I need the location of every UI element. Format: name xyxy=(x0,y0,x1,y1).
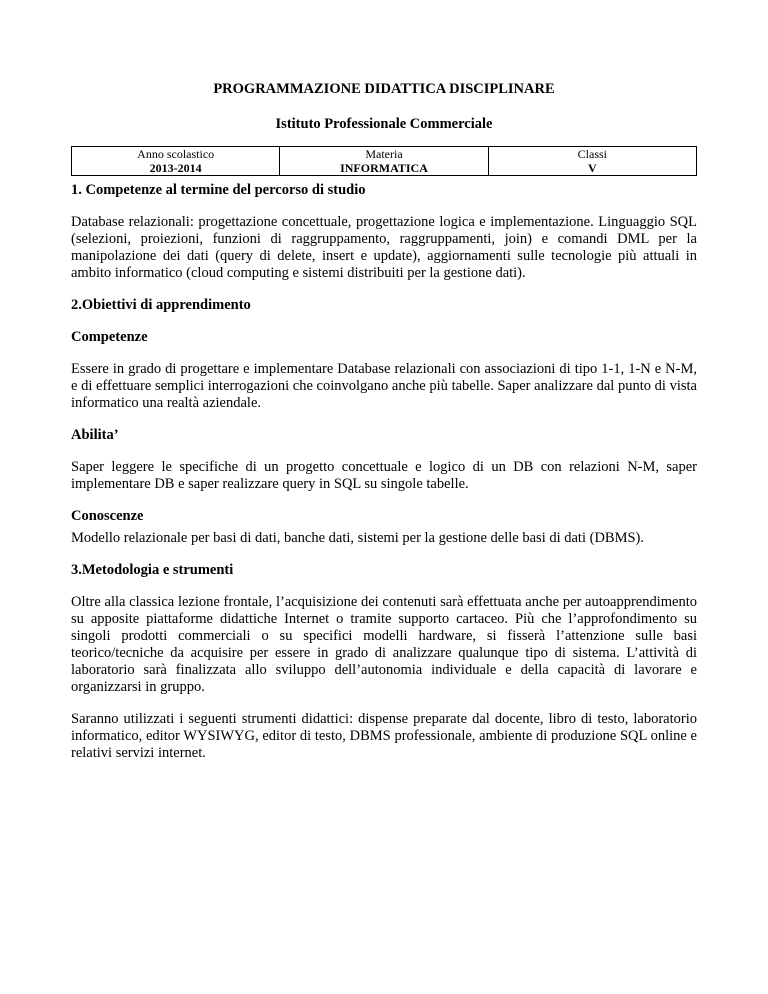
subsection-heading-conoscenze: Conoscenze xyxy=(71,508,144,524)
subsection-heading-competenze: Competenze xyxy=(71,329,148,345)
header-anno-scolastico: Anno scolastico xyxy=(72,147,280,162)
section-body-metodologia-1: Oltre alla classica lezione frontale, l’acquisizione dei contenuti sarà effettuata anche per autoapprendimento su apposite piattaforme didattiche Internet o tramite supporto cartaceo. Più che l’approfondimento su singoli prodotti commerciali o su specifici modelli hardware, si fisserà l’attenzione sulle basi teorico/tecniche da acquisire per essere in grado di analizzare qualunque tipo di sistema. L’attività di laboratorio sarà finalizzata allo sviluppo dell’autonomia individuale e della capacità di lavorare e organizzarsi in gruppo. xyxy=(71,594,697,695)
subsection-body-conoscenze: Modello relazionale per basi di dati, banche dati, sistemi per la gestione delle basi di dati (DBMS). xyxy=(71,530,644,546)
value-materia: INFORMATICA xyxy=(280,161,488,176)
section-heading-competenze-termine: 1. Competenze al termine del percorso di studio xyxy=(71,182,366,198)
document-subtitle: Istituto Professionale Commerciale xyxy=(275,116,493,132)
subsection-body-competenze: Essere in grado di progettare e implementare Database relazionali con associazioni di tipo 1-1, 1-N e N-M, e di effettuare semplici interrogazioni che coinvolgano anche più tabelle. Saper analizzare dal punto di vista informatico una realtà aziendale. xyxy=(71,361,697,411)
value-anno-scolastico: 2013-2014 xyxy=(72,161,280,176)
document-title: PROGRAMMAZIONE DIDATTICA DISCIPLINARE xyxy=(213,81,555,97)
section-heading-obiettivi: 2.Obiettivi di apprendimento xyxy=(71,297,251,313)
document-content xyxy=(71,182,697,777)
value-classi: V xyxy=(488,161,696,176)
section-heading-metodologia: 3.Metodologia e strumenti xyxy=(71,562,234,578)
subsection-body-abilita: Saper leggere le specifiche di un progetto concettuale e logico di un DB con relazioni N-M, saper implementare DB e saper realizzare query in SQL su singole tabelle. xyxy=(71,459,697,492)
header-classi: Classi xyxy=(488,147,696,162)
info-table xyxy=(71,146,697,176)
section-body-metodologia-2: Saranno utilizzati i seguenti strumenti didattici: dispense preparate dal docente, libro di testo, laboratorio informatico, editor WYSIWYG, editor di testo, DBMS professionale, ambiente di produzione SQL online e relativi servizi internet. xyxy=(71,711,697,761)
header-materia: Materia xyxy=(280,147,488,162)
subsection-heading-abilita: Abilita’ xyxy=(71,427,119,443)
info-table-header-row xyxy=(72,147,697,162)
section-body-competenze-termine: Database relazionali: progettazione concettuale, progettazione logica e implementazione. Linguaggio SQL (selezioni, proiezioni, funzioni di raggruppamento, raggruppamenti, join) e comandi DML per la manipolazione dei dati (query di delete, insert e update), aggiornamenti sulle tecnologie più attuali in ambito informatico (cloud computing e sistemi distribuiti per la gestione dati). xyxy=(71,214,697,281)
info-table-value-row xyxy=(72,161,697,176)
